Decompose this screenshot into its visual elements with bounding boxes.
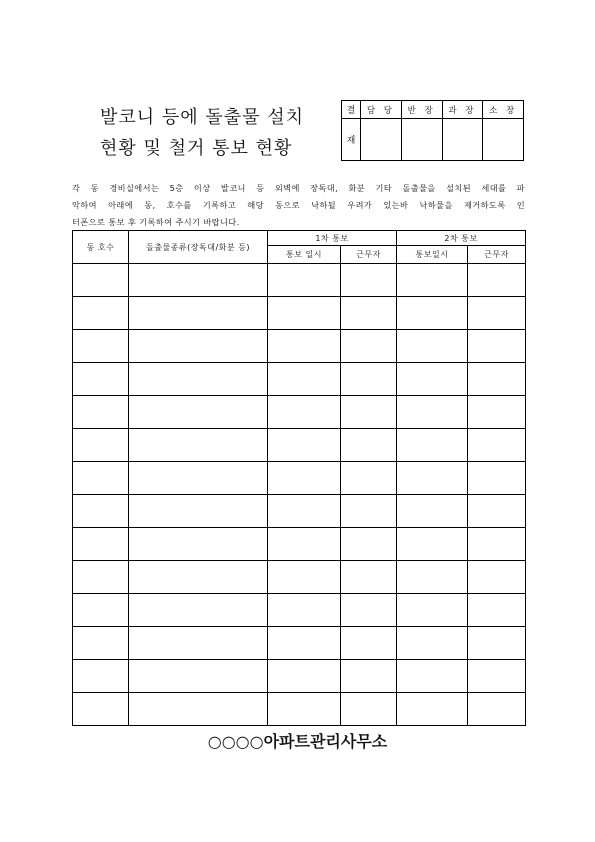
- cell-type[interactable]: [129, 561, 268, 594]
- cell-first-date[interactable]: [268, 495, 341, 528]
- cell-type[interactable]: [129, 462, 268, 495]
- table-row: [73, 462, 526, 495]
- cell-unit[interactable]: [73, 297, 129, 330]
- cell-second-date[interactable]: [397, 660, 468, 693]
- approval-col-4: 소 장: [483, 101, 524, 119]
- cell-unit[interactable]: [73, 594, 129, 627]
- cell-first-worker[interactable]: [341, 363, 397, 396]
- cell-unit[interactable]: [73, 462, 129, 495]
- table-row: [73, 693, 526, 726]
- cell-first-worker[interactable]: [341, 264, 397, 297]
- cell-type[interactable]: [129, 660, 268, 693]
- cell-type[interactable]: [129, 297, 268, 330]
- cell-second-worker[interactable]: [468, 264, 526, 297]
- cell-first-worker[interactable]: [341, 330, 397, 363]
- table-row: [73, 264, 526, 297]
- cell-first-date[interactable]: [268, 693, 341, 726]
- cell-type[interactable]: [129, 495, 268, 528]
- header-first-date: 통보 일시: [268, 246, 341, 264]
- cell-first-date[interactable]: [268, 594, 341, 627]
- cell-second-date[interactable]: [397, 429, 468, 462]
- table-row: [73, 429, 526, 462]
- cell-second-date[interactable]: [397, 264, 468, 297]
- cell-first-worker[interactable]: [341, 495, 397, 528]
- cell-second-date[interactable]: [397, 594, 468, 627]
- cell-second-worker[interactable]: [468, 660, 526, 693]
- approval-box: [341, 100, 524, 161]
- cell-first-date[interactable]: [268, 330, 341, 363]
- header-second-worker: 근무자: [468, 246, 526, 264]
- cell-type[interactable]: [129, 627, 268, 660]
- approval-col-3: 과 장: [442, 101, 483, 119]
- cell-unit[interactable]: [73, 363, 129, 396]
- notice-line-1: 각 동 경비실에서는 5층 이상 발코니 등 외벽에 장독대, 화분 기타 돌출물을 설치된 세대를 파: [72, 183, 525, 193]
- cell-unit[interactable]: [73, 693, 129, 726]
- cell-first-worker[interactable]: [341, 594, 397, 627]
- cell-type[interactable]: [129, 264, 268, 297]
- cell-type[interactable]: [129, 594, 268, 627]
- cell-second-date[interactable]: [397, 396, 468, 429]
- table-row: [73, 660, 526, 693]
- header-first-notice: 1차 통보: [268, 231, 397, 246]
- header-type: 돌출물종류(장독대/화분 등): [129, 231, 268, 264]
- title-line-2: 현황 및 철거 통보 현황: [100, 138, 293, 159]
- cell-unit[interactable]: [73, 264, 129, 297]
- notice-line-3: 터폰으로 통보 후 기록하여 주시기 바랍니다.: [72, 217, 240, 227]
- cell-first-date[interactable]: [268, 429, 341, 462]
- header-second-notice: 2차 통보: [397, 231, 526, 246]
- table-row: [73, 330, 526, 363]
- footer-office-name: ○○○○아파트관리사무소: [207, 732, 388, 751]
- cell-second-worker[interactable]: [468, 330, 526, 363]
- cell-second-date[interactable]: [397, 561, 468, 594]
- table-row: [73, 627, 526, 660]
- header-second-date: 통보일시: [397, 246, 468, 264]
- cell-type[interactable]: [129, 363, 268, 396]
- cell-first-date[interactable]: [268, 528, 341, 561]
- approval-side-top: 결: [342, 101, 361, 119]
- notice-line-2: 악하여 아래에 동, 호수를 기록하고 해당 동으로 낙하될 우려가 있는바 낙하물을 제거하도록 인: [72, 200, 525, 210]
- cell-first-date[interactable]: [268, 297, 341, 330]
- cell-type[interactable]: [129, 396, 268, 429]
- cell-second-worker[interactable]: [468, 627, 526, 660]
- cell-second-date[interactable]: [397, 528, 468, 561]
- cell-unit[interactable]: [73, 495, 129, 528]
- cell-unit[interactable]: [73, 561, 129, 594]
- cell-unit[interactable]: [73, 660, 129, 693]
- table-row: [73, 594, 526, 627]
- cell-second-date[interactable]: [397, 627, 468, 660]
- cell-second-worker[interactable]: [468, 561, 526, 594]
- table-row: [73, 363, 526, 396]
- cell-second-date[interactable]: [397, 693, 468, 726]
- cell-first-worker[interactable]: [341, 627, 397, 660]
- cell-first-date[interactable]: [268, 627, 341, 660]
- header-first-worker: 근무자: [341, 246, 397, 264]
- approval-col-1: 담 당: [361, 101, 402, 119]
- cell-second-date[interactable]: [397, 363, 468, 396]
- approval-sign-1[interactable]: [361, 119, 402, 161]
- cell-type[interactable]: [129, 528, 268, 561]
- cell-first-date[interactable]: [268, 561, 341, 594]
- cell-first-worker[interactable]: [341, 429, 397, 462]
- approval-sign-3[interactable]: [442, 119, 483, 161]
- cell-first-date[interactable]: [268, 396, 341, 429]
- header-unit: 동 호수: [73, 231, 129, 264]
- title-line-1: 발코니 등에 돌출물 설치: [100, 107, 305, 128]
- cell-second-worker[interactable]: [468, 297, 526, 330]
- cell-type[interactable]: [129, 429, 268, 462]
- cell-second-date[interactable]: [397, 495, 468, 528]
- cell-first-worker[interactable]: [341, 462, 397, 495]
- cell-second-worker[interactable]: [468, 693, 526, 726]
- cell-second-date[interactable]: [397, 330, 468, 363]
- table-row: [73, 561, 526, 594]
- cell-first-date[interactable]: [268, 363, 341, 396]
- cell-second-worker[interactable]: [468, 495, 526, 528]
- cell-type[interactable]: [129, 330, 268, 363]
- cell-second-date[interactable]: [397, 462, 468, 495]
- cell-second-worker[interactable]: [468, 396, 526, 429]
- record-rows: [73, 264, 526, 726]
- cell-first-date[interactable]: [268, 264, 341, 297]
- cell-second-worker[interactable]: [468, 429, 526, 462]
- approval-side-bottom: 재: [342, 119, 361, 161]
- table-row: [73, 297, 526, 330]
- cell-unit[interactable]: [73, 528, 129, 561]
- cell-unit[interactable]: [73, 627, 129, 660]
- approval-sign-4[interactable]: [483, 119, 524, 161]
- cell-first-worker[interactable]: [341, 297, 397, 330]
- table-row: [73, 528, 526, 561]
- record-table: [72, 230, 526, 726]
- cell-first-date[interactable]: [268, 462, 341, 495]
- cell-first-worker[interactable]: [341, 660, 397, 693]
- cell-second-date[interactable]: [397, 297, 468, 330]
- table-row: [73, 396, 526, 429]
- notice-text: [72, 180, 525, 231]
- cell-first-worker[interactable]: [341, 528, 397, 561]
- approval-sign-2[interactable]: [401, 119, 442, 161]
- cell-second-worker[interactable]: [468, 363, 526, 396]
- cell-first-worker[interactable]: [341, 693, 397, 726]
- cell-unit[interactable]: [73, 330, 129, 363]
- cell-second-worker[interactable]: [468, 528, 526, 561]
- cell-type[interactable]: [129, 693, 268, 726]
- approval-col-2: 반 장: [401, 101, 442, 119]
- cell-first-worker[interactable]: [341, 396, 397, 429]
- cell-first-date[interactable]: [268, 660, 341, 693]
- cell-second-worker[interactable]: [468, 462, 526, 495]
- cell-unit[interactable]: [73, 396, 129, 429]
- cell-second-worker[interactable]: [468, 594, 526, 627]
- cell-first-worker[interactable]: [341, 561, 397, 594]
- table-row: [73, 495, 526, 528]
- cell-unit[interactable]: [73, 429, 129, 462]
